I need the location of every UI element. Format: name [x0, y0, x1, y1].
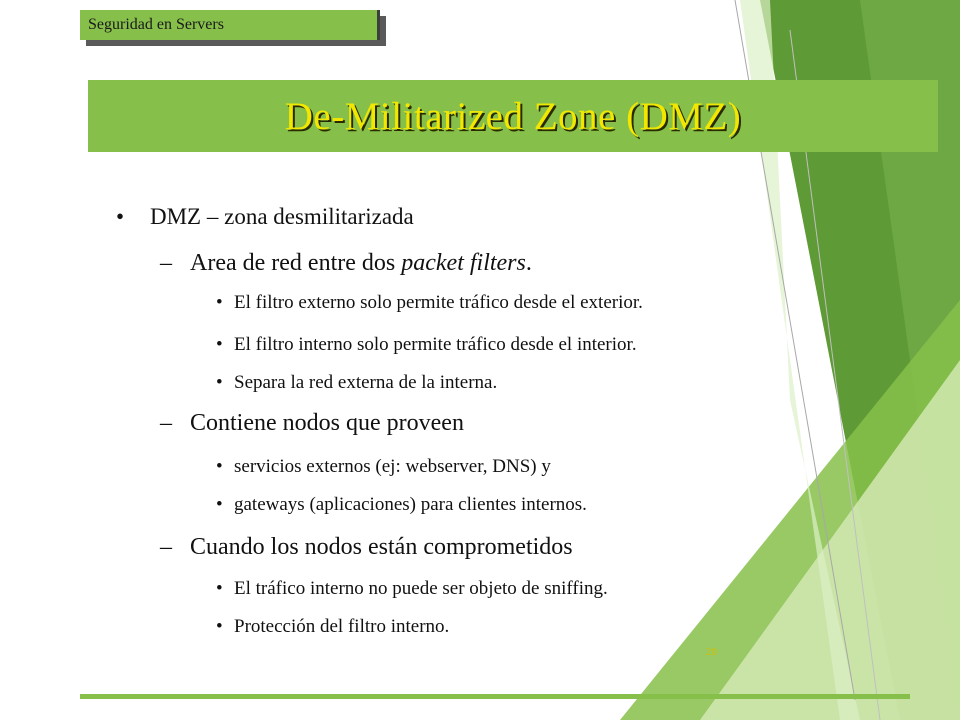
bullet-mark: • — [216, 494, 223, 515]
bullet-mark: • — [216, 334, 223, 355]
bullet-text: Area de red entre dos — [190, 250, 402, 276]
bullet-text: Separa la red externa de la interna. — [234, 372, 498, 393]
bullet-level3 — [216, 494, 587, 516]
bullet-text: servicios externos (ej: webserver, DNS) y — [234, 456, 551, 477]
bullet-text: Contiene nodos que proveen — [190, 410, 464, 436]
course-tag-text: Seguridad en Servers — [88, 16, 224, 33]
slide-title: De-Militarized Zone (DMZ) — [284, 95, 742, 138]
dash-mark: – — [160, 410, 172, 436]
bullet-level2 — [160, 534, 573, 561]
bullet-level2 — [160, 410, 464, 437]
bullet-text: DMZ – zona desmilitarizada — [150, 204, 414, 229]
bullet-text: El filtro interno solo permite tráfico desde el interior. — [234, 334, 637, 355]
bullet-mark: • — [216, 616, 223, 637]
page-number: 20 — [706, 646, 717, 658]
bullet-mark: • — [216, 372, 223, 393]
bullet-level2 — [160, 250, 532, 277]
bullet-level3 — [216, 456, 551, 478]
bullet-text: gateways (aplicaciones) para clientes internos. — [234, 494, 587, 515]
bullet-level3 — [216, 578, 608, 600]
bullet-text: El filtro externo solo permite tráfico desde el exterior. — [234, 292, 643, 313]
bullet-text-italic: packet filters — [401, 250, 526, 276]
bullet-mark: • — [216, 292, 223, 313]
bullet-level3 — [216, 334, 637, 356]
bullet-level3 — [216, 616, 450, 638]
bullet-text: El tráfico interno no puede ser objeto de sniffing. — [234, 578, 608, 599]
dash-mark: – — [160, 534, 172, 560]
bullet-level3 — [216, 372, 498, 394]
bullet-text-end: . — [525, 250, 532, 276]
bullet-text: Protección del filtro interno. — [234, 616, 450, 637]
bullet-text: Cuando los nodos están comprometidos — [190, 534, 573, 560]
dash-mark: – — [160, 250, 172, 276]
bullet-mark: • — [116, 204, 125, 229]
bullet-mark: • — [216, 456, 223, 477]
bullet-mark: • — [216, 578, 223, 599]
bottom-rule — [80, 694, 910, 699]
bullet-level1 — [116, 204, 414, 230]
bullet-level3 — [216, 292, 643, 314]
